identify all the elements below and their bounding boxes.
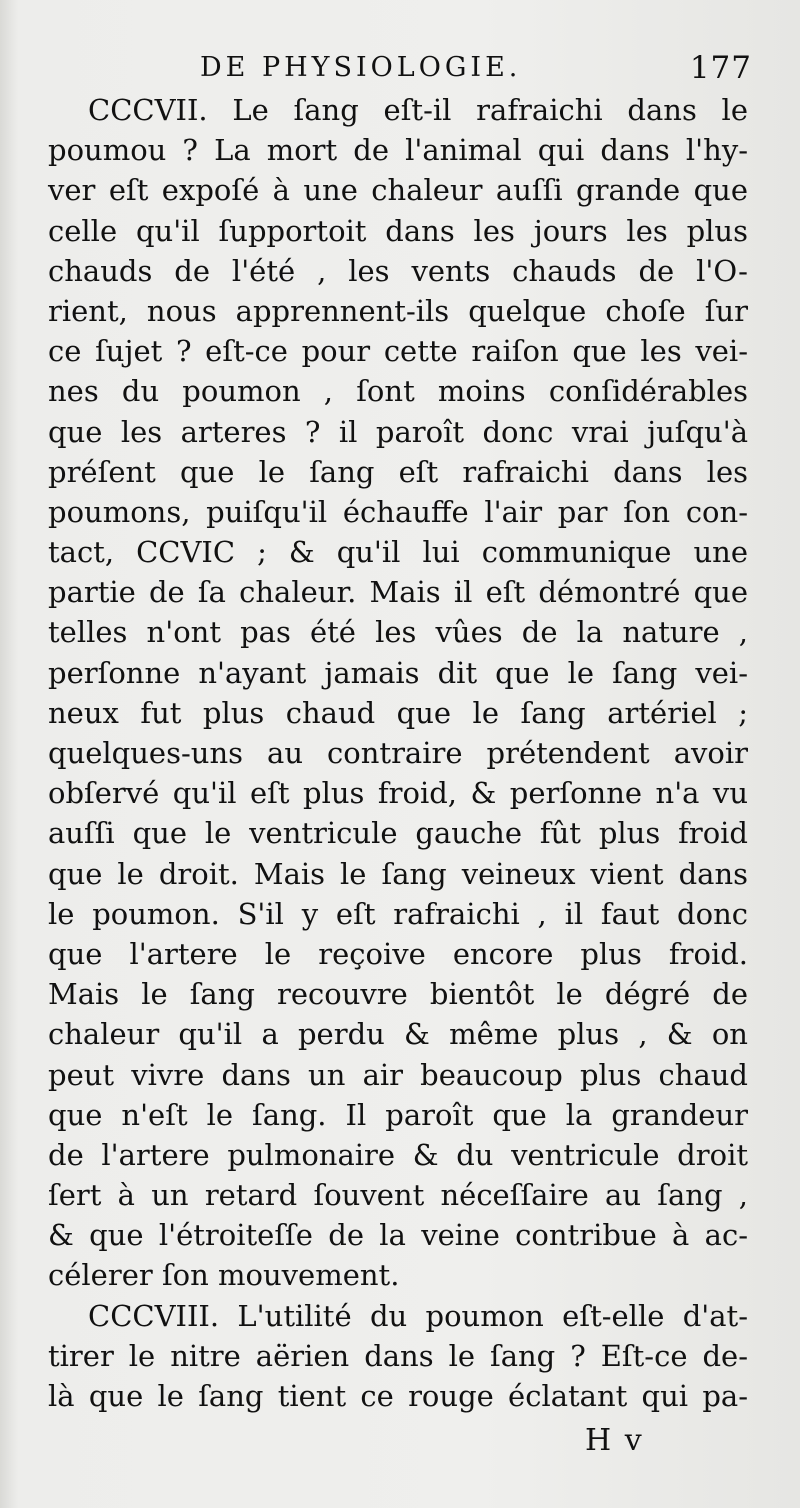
text-line: que n'eſt le ſang. Il paroît que la grandeur xyxy=(48,1097,748,1132)
text-line: le poumon. S'il y eſt rafraichi , il faut donc xyxy=(48,896,748,931)
text-line: rient, nous apprennent-ils quelque choſe ſur xyxy=(48,293,748,328)
text-line: ſert à un retard ſouvent néceſſaire au ſang , xyxy=(48,1178,748,1213)
text-line: telles n'ont pas été les vûes de la nature , xyxy=(48,615,748,650)
running-head: DE PHYSIOLOGIE. xyxy=(200,52,522,83)
text-line: auſſi que le ventricule gauche fût plus froid xyxy=(48,816,748,851)
text-line: CCCVII. Le ſang eſt-il rafraichi dans le xyxy=(88,93,748,127)
text-line: ce ſujet ? eſt-ce pour cette raiſon que les vei- xyxy=(48,334,748,369)
text-line: chaleur qu'il a perdu & même plus , & on xyxy=(48,1017,748,1052)
text-line: que les arteres ? il paroît donc vrai juſqu'à xyxy=(48,414,748,449)
text-line: partie de ſa chaleur. Mais il eſt démontré que xyxy=(48,575,748,610)
text-line: neux fut plus chaud que le ſang artériel ; xyxy=(48,695,748,730)
text-line: quelques-uns au contraire prétendent avoir xyxy=(48,736,748,770)
page-header xyxy=(200,48,760,88)
text-line: tirer le nitre aërien dans le ſang ? Eſt-ce de- xyxy=(48,1338,748,1373)
text-line: là que le ſang tient ce rouge éclatant qui pa- xyxy=(48,1379,748,1413)
text-line: poumons, puiſqu'il échauffe l'air par ſon con- xyxy=(48,494,748,529)
text-line: & que l'étroiteſſe de la veine contribue à ac- xyxy=(48,1218,748,1253)
text-line: Mais le ſang recouvre bientôt le dégré de xyxy=(48,977,748,1012)
signature-mark: H v xyxy=(585,1423,644,1458)
page-number: 177 xyxy=(689,50,752,86)
text-line: célerer ſon mouvement. xyxy=(48,1258,400,1293)
text-line: poumou ? La mort de l'animal qui dans l'hy- xyxy=(48,133,748,168)
text-line: chauds de l'été , les vents chauds de l'O- xyxy=(48,253,748,288)
text-line: tact, CCVIC ; & qu'il lui communique une xyxy=(48,535,748,570)
text-line: que le droit. Mais le ſang veineux vient dans xyxy=(48,856,748,891)
text-line: préſent que le ſang eſt rafraichi dans les xyxy=(48,454,748,489)
text-line: de l'artere pulmonaire & du ventricule droit xyxy=(48,1137,748,1172)
text-line: CCCVIII. L'utilité du poumon eſt-elle d'at- xyxy=(88,1298,748,1333)
text-line: nes du poumon , ſont moins conſidérables xyxy=(48,374,748,409)
text-line: que l'artere le reçoive encore plus froid. xyxy=(48,936,748,971)
text-line: celle qu'il ſupportoit dans les jours les plus xyxy=(48,213,748,248)
body-text xyxy=(48,90,748,1416)
text-line: ver eſt expoſé à une chaleur auſſi grande que xyxy=(48,173,748,208)
text-line: perſonne n'ayant jamais dit que le ſang vei- xyxy=(48,655,748,690)
text-line: obſervé qu'il eſt plus froid, & perſonne n'a vu xyxy=(48,776,748,811)
text-line: peut vivre dans un air beaucoup plus chaud xyxy=(48,1057,748,1092)
